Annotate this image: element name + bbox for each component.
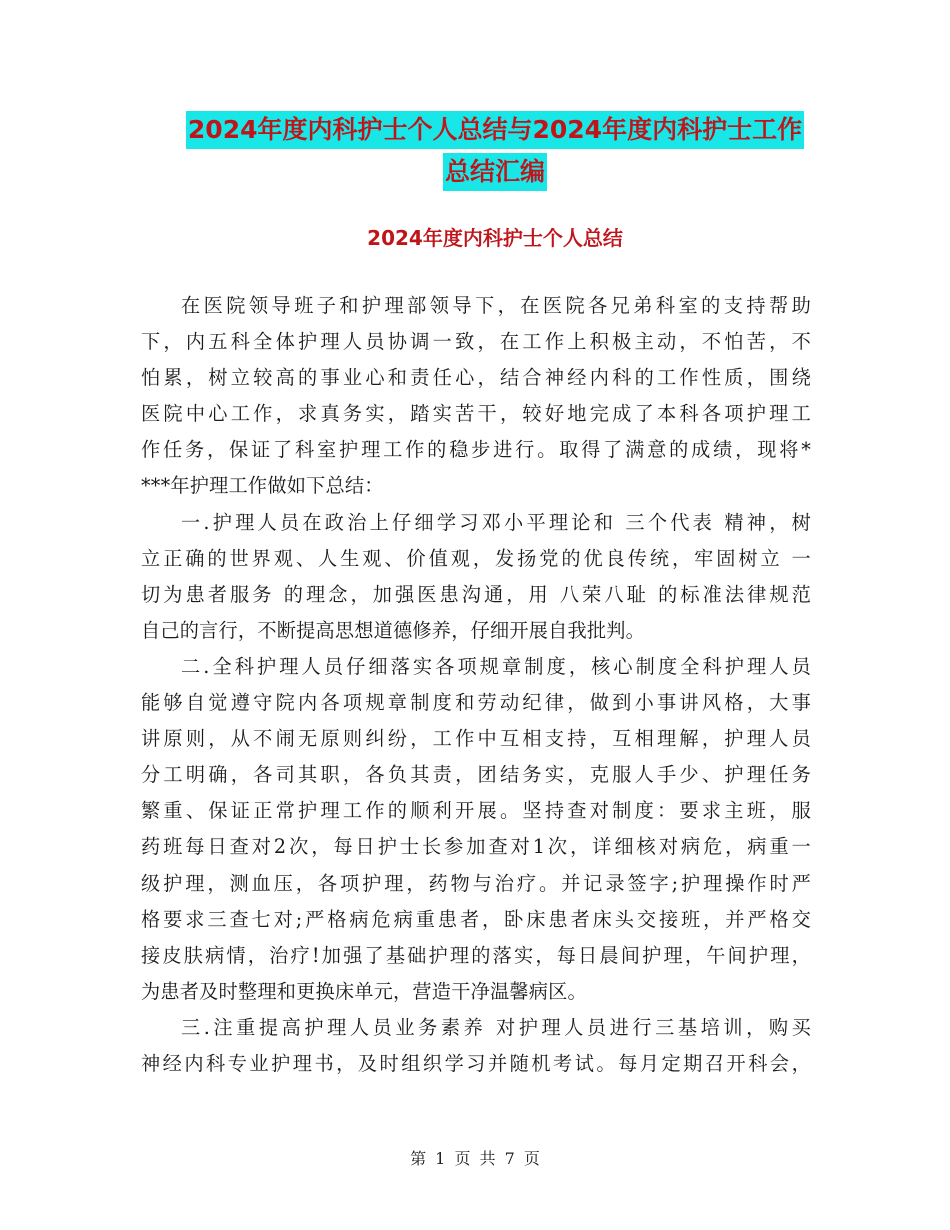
document-title-line-1: 2024年度内科护士个人总结与2024年度内科护士工作 [186, 111, 804, 149]
paragraph-3-line-6: 药班每日查对2次，每日护士长参加查对1次，详细核对病危，病重一 [141, 835, 811, 859]
paragraph-3-line-4: 分工明确，各司其职，各负其责，团结务实，克服人手少、护理任务 [141, 763, 811, 787]
paragraph-4-line-2: 神经内科专业护理书，及时组织学习并随机考试。每月定期召开科会， [141, 1051, 811, 1075]
paragraph-1-line-4: 医院中心工作，求真务实，踏实苦干，较好地完成了本科各项护理工 [141, 402, 811, 426]
paragraph-2-line-2: 立正确的世界观、人生观、价值观，发扬党的优良传统，牢固树立 一 [141, 546, 811, 570]
paragraph-3-line-1: 二.全科护理人员仔细落实各项规章制度，核心制度全科护理人员 [181, 654, 811, 678]
paragraph-4-line-1: 三.注重提高护理人员业务素养 对护理人员进行三基培训，购买 [181, 1015, 811, 1039]
paragraph-3-line-7: 级护理，测血压，各项护理，药物与治疗。并记录签字;护理操作时严 [141, 871, 811, 895]
paragraph-3-line-2: 能够自觉遵守院内各项规章制度和劳动纪律，做到小事讲风格，大事 [141, 691, 811, 715]
paragraph-2-line-3: 切为患者服务 的理念，加强医患沟通，用 八荣八耻 的标准法律规范 [141, 582, 811, 606]
document-title-line-2: 总结汇编 [443, 153, 547, 191]
paragraph-2-line-4: 自己的言行，不断提高思想道德修养，仔细开展自我批判。 [141, 618, 646, 642]
paragraph-1-line-6: ***年护理工作做如下总结： [141, 474, 384, 498]
paragraph-3-line-8: 格要求三查七对;严格病危病重患者，卧床患者床头交接班，并严格交 [141, 907, 811, 931]
paragraph-1-line-1: 在医院领导班子和护理部领导下，在医院各兄弟科室的支持帮助 [181, 294, 811, 317]
section-title: 2024年度内科护士个人总结 [367, 226, 623, 250]
page-footer: 第 1 页 共 7 页 [410, 1149, 540, 1168]
paragraph-2-line-1: 一.护理人员在政治上仔细学习邓小平理论和 三个代表 精神，树 [181, 510, 811, 534]
paragraph-1-line-5: 作任务，保证了科室护理工作的稳步进行。取得了满意的成绩，现将* [141, 438, 811, 462]
document-title [140, 111, 850, 191]
paragraph-1-line-2: 下，内五科全体护理人员协调一致，在工作上积极主动，不怕苦，不 [141, 330, 811, 354]
paragraph-3-line-5: 繁重、保证正常护理工作的顺利开展。坚持查对制度：要求主班，服 [141, 799, 811, 823]
paragraph-3-line-9: 接皮肤病情，治疗!加强了基础护理的落实，每日晨间护理，午间护理， [141, 943, 811, 967]
paragraph-1-line-3: 怕累，树立较高的事业心和责任心，结合神经内科的工作性质，围绕 [141, 366, 811, 390]
body-text [141, 291, 811, 1085]
paragraph-3-line-10: 为患者及时整理和更换床单元，营造干净温馨病区。 [141, 979, 587, 1003]
paragraph-3-line-3: 讲原则，从不闹无原则纠纷，工作中互相支持，互相理解，护理人员 [141, 727, 811, 751]
